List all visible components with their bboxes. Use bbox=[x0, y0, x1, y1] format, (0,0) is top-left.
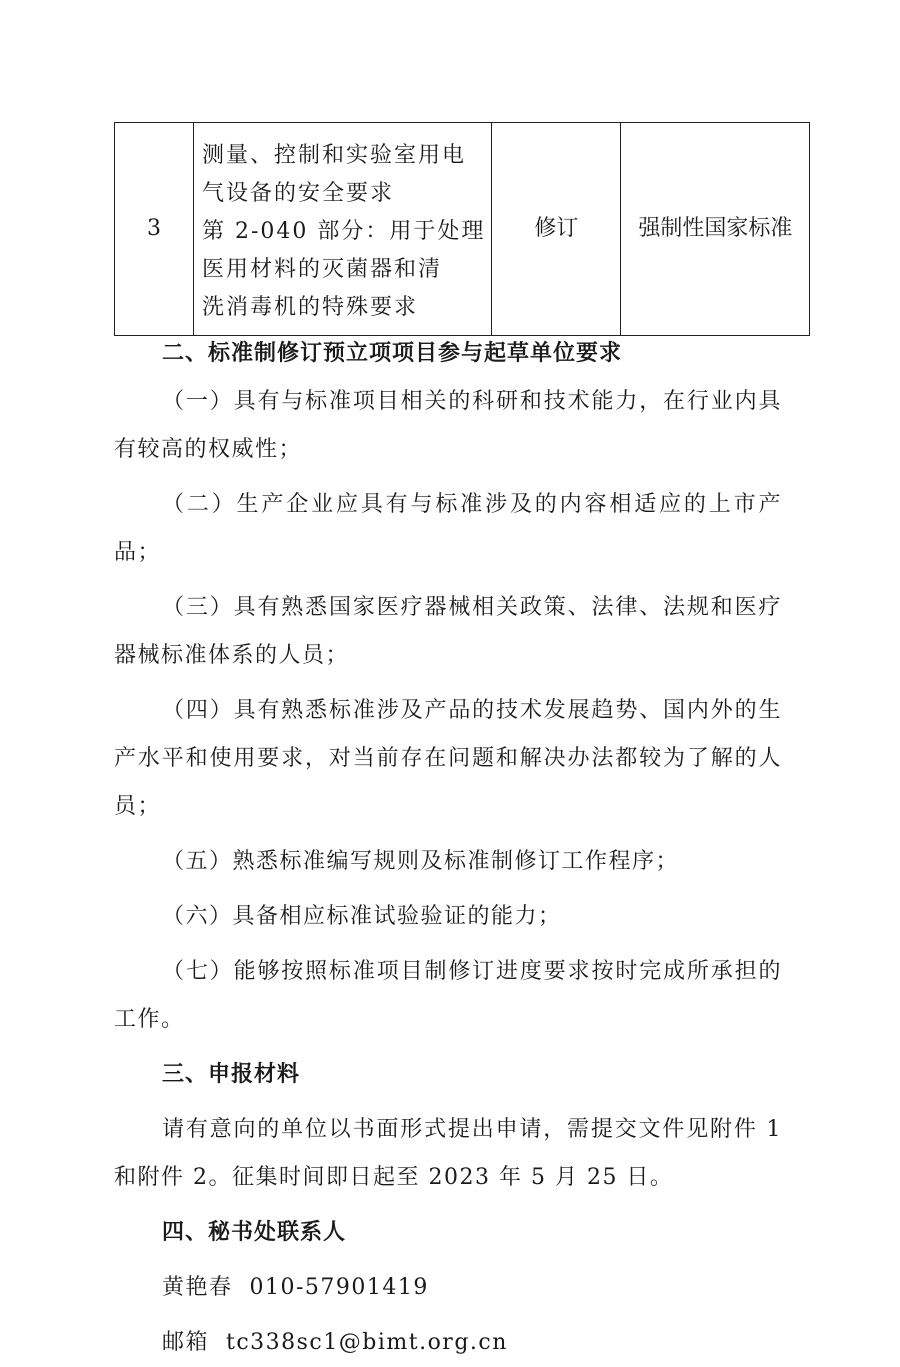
contact-email: 邮箱 tc338sc1@bimt.org.cn bbox=[162, 1330, 508, 1355]
standard-name-line: 测量、控制和实验室用电 bbox=[202, 143, 467, 168]
section-heading-3: 三、申报材料 bbox=[162, 1062, 301, 1087]
revision-type: 修订 bbox=[492, 123, 621, 336]
standards-table bbox=[114, 122, 810, 336]
row-number: 3 bbox=[115, 123, 194, 336]
standard-name-line: 气设备的安全要求 bbox=[202, 181, 395, 206]
requirement-item: （六）具备相应标准试验验证的能力； bbox=[162, 904, 562, 929]
contact-name-phone: 黄艳春 010-57901419 bbox=[162, 1275, 429, 1300]
table-row bbox=[115, 123, 810, 336]
requirement-item: （四）具有熟悉标准涉及产品的技术发展趋势、国内外的生产水平和使用要求，对当前存在问题和解决办法都较为了解的人员； bbox=[114, 698, 782, 819]
requirement-item: （五）熟悉标准编写规则及标准制修订工作程序； bbox=[162, 849, 680, 874]
requirement-item: （三）具有熟悉国家医疗器械相关政策、法律、法规和医疗器械标准体系的人员； bbox=[114, 595, 782, 668]
standard-category: 强制性国家标准 bbox=[621, 123, 810, 336]
section-heading-4: 四、秘书处联系人 bbox=[162, 1220, 347, 1245]
body-text bbox=[114, 330, 782, 1367]
section-heading-2: 二、标准制修订预立项项目参与起草单位要求 bbox=[162, 341, 623, 366]
standard-name-line: 洗消毒机的特殊要求 bbox=[202, 295, 419, 320]
requirement-item: （七）能够按照标准项目制修订进度要求按时完成所承担的工作。 bbox=[114, 959, 782, 1032]
application-materials-text: 请有意向的单位以书面形式提出申请，需提交文件见附件 1 和附件 2。征集时间即日起至 2023 年 5 月 25 日。 bbox=[114, 1117, 782, 1190]
standard-name-cell bbox=[194, 123, 492, 336]
requirement-item: （一）具有与标准项目相关的科研和技术能力，在行业内具有较高的权威性； bbox=[114, 389, 782, 462]
standard-name-line: 第 2-040 部分：用于处理 bbox=[202, 219, 486, 244]
standard-name-line: 医用材料的灭菌器和清 bbox=[202, 257, 443, 282]
requirement-item: （二）生产企业应具有与标准涉及的内容相适应的上市产品； bbox=[114, 492, 782, 565]
